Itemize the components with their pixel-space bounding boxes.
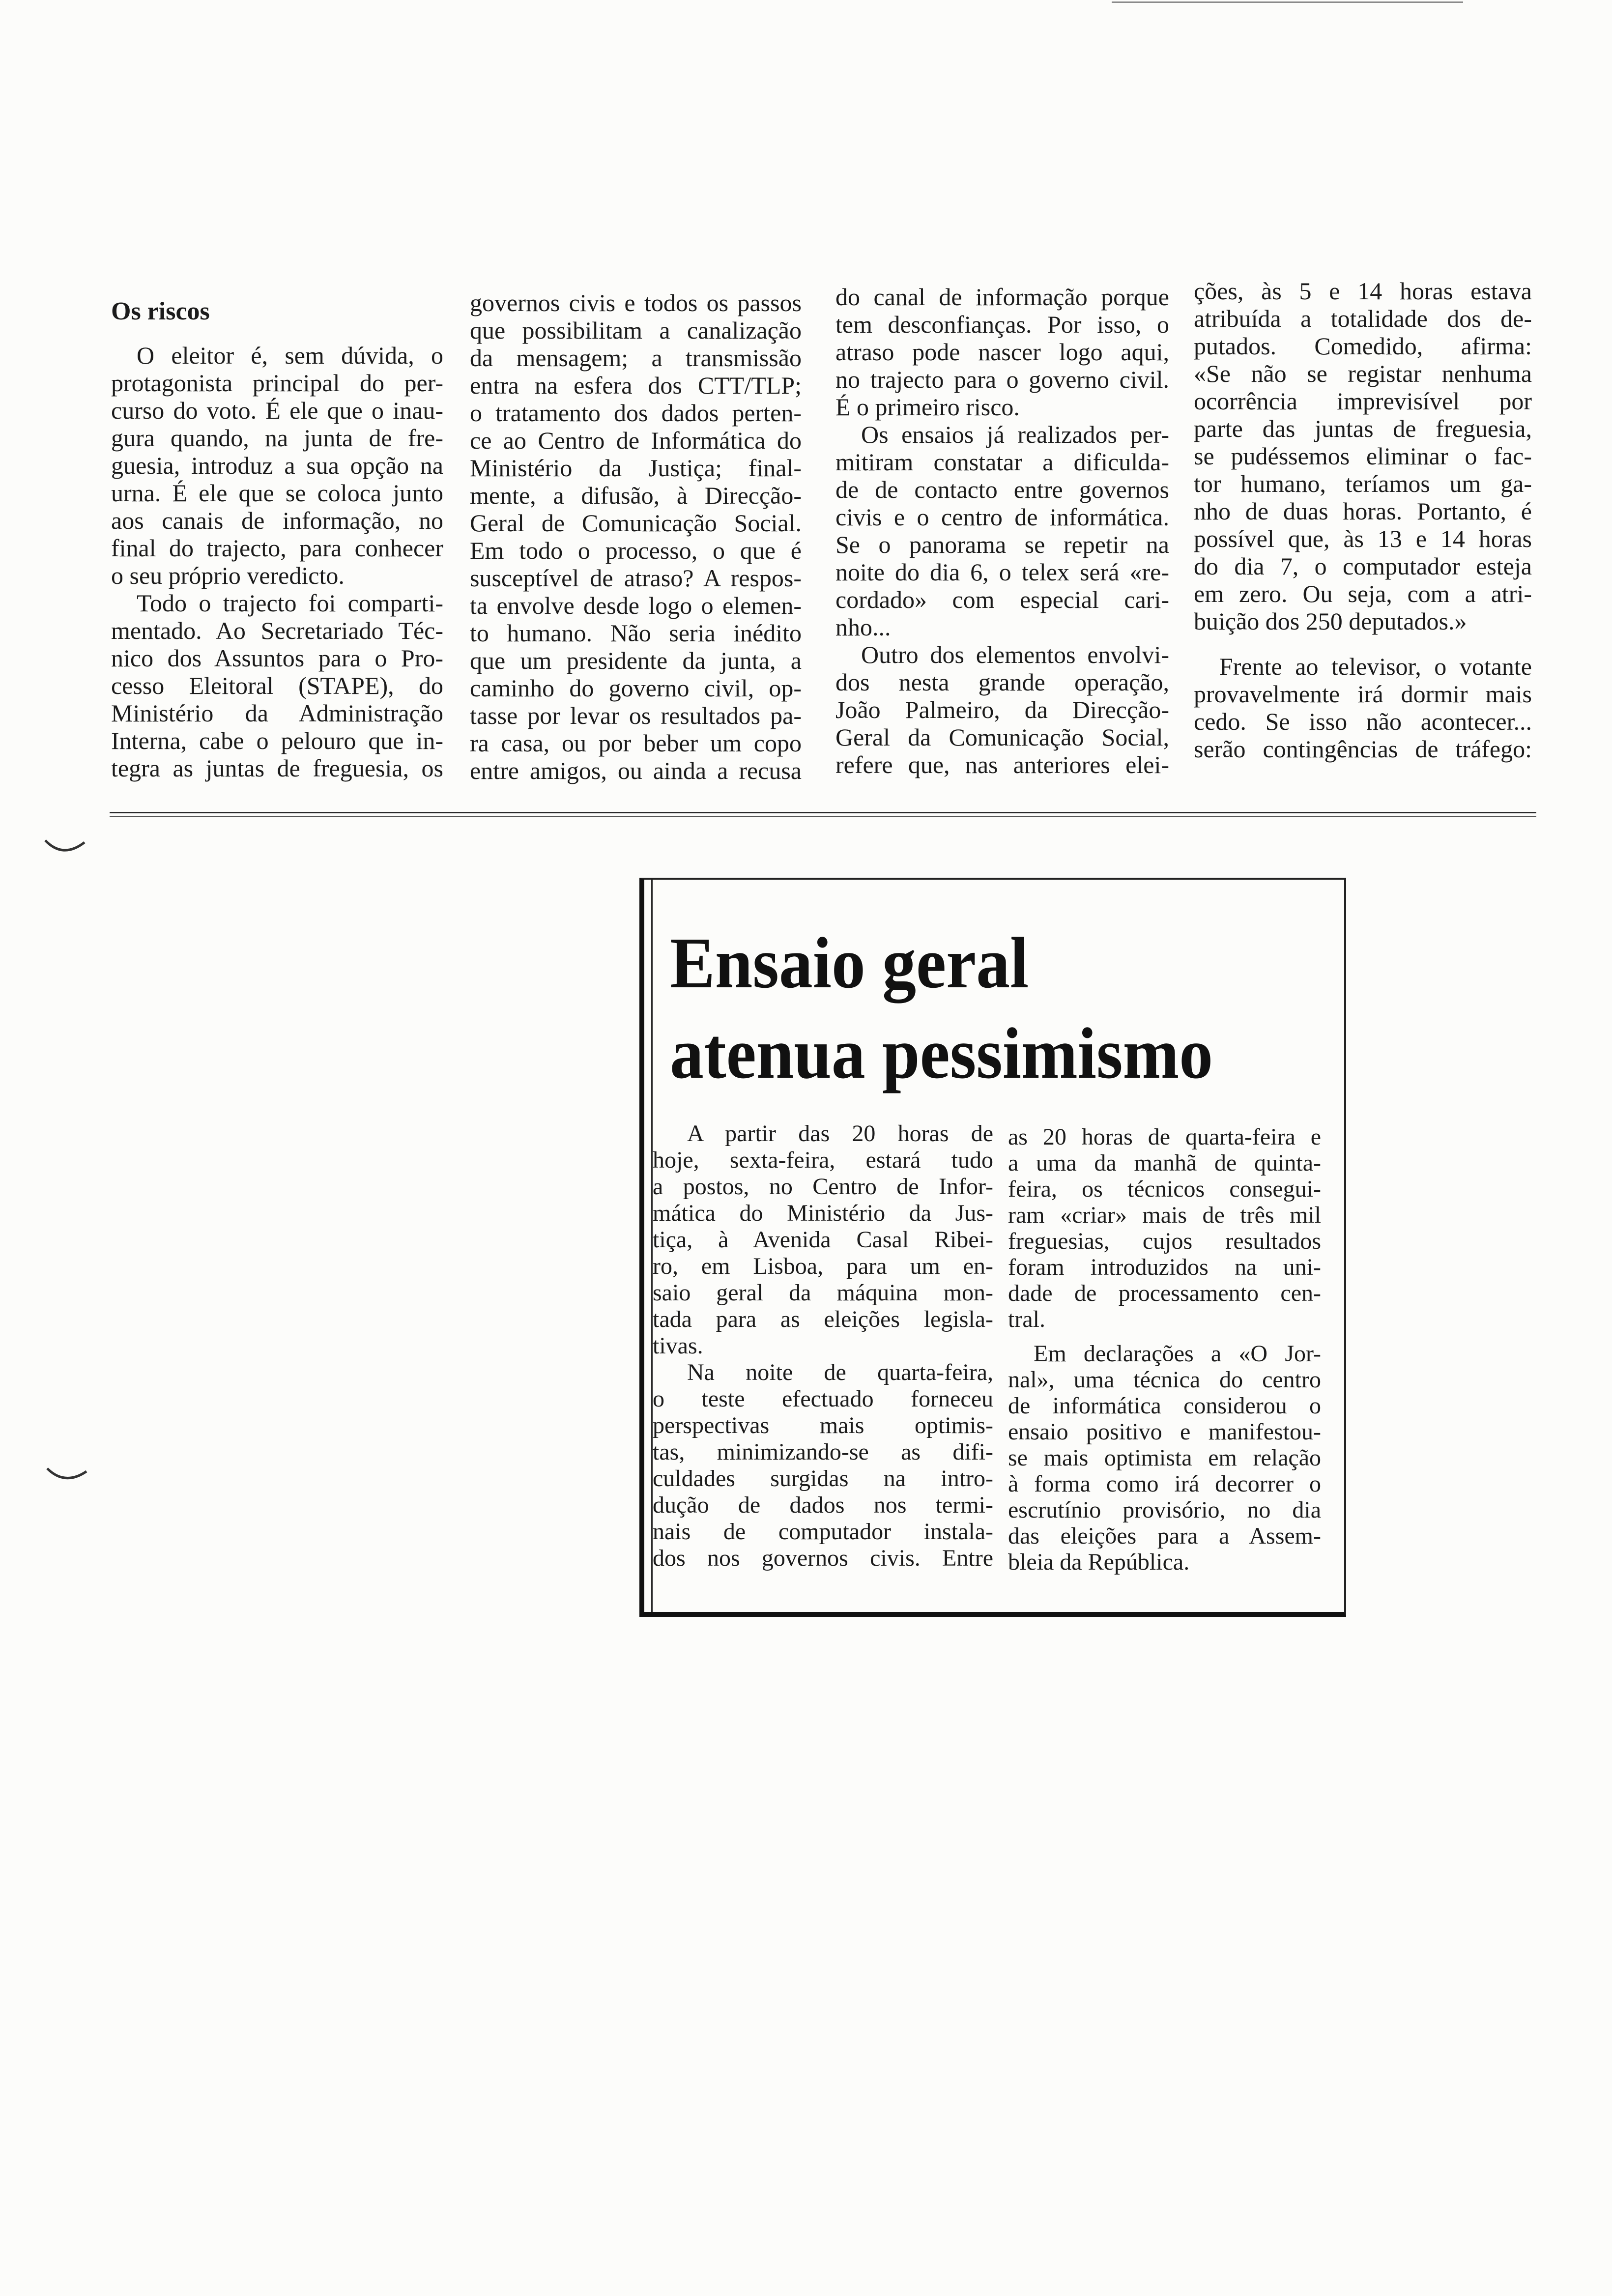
text-line: putados. Comedido, afirma: — [1194, 332, 1532, 360]
article-column-1 — [111, 342, 443, 782]
text-line: ram «criar» mais de três mil — [1008, 1202, 1321, 1228]
paragraph — [1008, 1124, 1321, 1332]
text-line: da mensagem; a transmissão — [470, 344, 802, 372]
text-line: que um presidente da junta, a — [470, 647, 802, 674]
text-line: susceptível de atraso? A respos- — [470, 564, 802, 592]
text-line: de de contacto entre governos — [835, 476, 1169, 503]
text-line: nho de duas horas. Portanto, é — [1194, 497, 1532, 525]
text-line: escrutínio provisório, no dia — [1008, 1497, 1321, 1523]
text-line: ra casa, ou por beber um copo — [470, 729, 802, 757]
text-line: governos civis e todos os passos — [470, 289, 802, 316]
text-line: Frente ao televisor, o votante — [1219, 653, 1532, 680]
text-line: o teste efectuado forneceu — [653, 1386, 993, 1412]
text-line: foram introduzidos na uni- — [1008, 1254, 1321, 1280]
text-line: Geral de Comunicação Social. — [470, 509, 802, 537]
section-heading: Os riscos — [111, 297, 210, 325]
text-line: dução de dados nos termi- — [653, 1492, 993, 1518]
text-line: ro, em Lisboa, para um en- — [653, 1253, 993, 1279]
text-line: Interna, cabe o pelouro que in- — [111, 727, 443, 754]
text-line: protagonista principal do per- — [111, 369, 443, 397]
text-line: do dia 7, o computador esteja — [1194, 552, 1532, 580]
text-line: cedo. Se isso não acontecer... — [1194, 708, 1532, 735]
text-line: entre amigos, ou ainda a recusa — [470, 757, 802, 784]
paragraph — [835, 421, 1169, 641]
text-line: A partir das 20 horas de — [687, 1120, 993, 1147]
punch-mark-icon — [43, 835, 87, 860]
paragraph — [1008, 1341, 1321, 1575]
text-line: caminho do governo civil, op- — [470, 674, 802, 702]
text-line: saio geral da máquina mon- — [653, 1280, 993, 1306]
text-line: tivas. — [653, 1333, 703, 1359]
text-line: possível que, às 13 e 14 horas — [1194, 525, 1532, 552]
text-line: urna. É ele que se coloca junto — [111, 479, 443, 507]
text-line: feira, os técnicos consegui- — [1008, 1176, 1321, 1202]
text-line: se pudéssemos eliminar o fac- — [1194, 442, 1532, 470]
text-line: Ministério da Administração — [111, 699, 443, 727]
text-line: «Se não se registar nenhuma — [1194, 360, 1532, 387]
text-line: atribuída a totalidade dos de- — [1194, 305, 1532, 332]
text-line: no trajecto para o governo civil. — [835, 366, 1169, 393]
text-line: O eleitor é, sem dúvida, o — [137, 342, 443, 369]
text-line: atraso pode nascer logo aqui, — [835, 338, 1169, 366]
text-line: Ministério da Justiça; final- — [470, 454, 802, 482]
text-line: tiça, à Avenida Casal Ribei- — [653, 1227, 993, 1253]
text-line: Os ensaios já realizados per- — [861, 421, 1169, 448]
text-line: o tratamento dos dados perten- — [470, 399, 802, 427]
column-rule — [110, 812, 1536, 817]
text-line: É o primeiro risco. — [835, 393, 1020, 421]
text-line: Geral da Comunicação Social, — [835, 723, 1169, 751]
text-line: as 20 horas de quarta-feira e — [1008, 1124, 1321, 1150]
text-line: ocorrência imprevisível por — [1194, 387, 1532, 415]
text-line: provavelmente irá dormir mais — [1194, 680, 1532, 708]
text-line: cordado» com especial cari- — [835, 586, 1169, 613]
text-line: mitiram constatar a dificulda- — [835, 448, 1169, 476]
paragraph — [1194, 277, 1532, 635]
text-line: dos nesta grande operação, — [835, 668, 1169, 696]
text-line: noite do dia 6, o telex será «re- — [835, 558, 1169, 586]
text-line: Todo o trajecto foi comparti- — [137, 589, 443, 617]
text-line: Em todo o processo, o que é — [470, 537, 802, 564]
text-line: tral. — [1008, 1306, 1045, 1332]
text-line: ta envolve desde logo o elemen- — [470, 592, 802, 619]
boxed-article-column-2 — [1008, 1124, 1321, 1575]
text-line: ensaio positivo e manifestou- — [1008, 1419, 1321, 1445]
text-line: o seu próprio veredicto. — [111, 562, 345, 589]
headline-line-2: atenua pessimismo — [670, 1013, 1213, 1094]
punch-mark-icon — [45, 1464, 89, 1488]
text-line: gura quando, na junta de fre- — [111, 424, 443, 452]
scan-edge-line — [1112, 1, 1463, 3]
text-line: ce ao Centro de Informática do — [470, 427, 802, 454]
text-line: a uma da manhã de quinta- — [1008, 1150, 1321, 1176]
text-line: à forma como irá decorrer o — [1008, 1471, 1321, 1497]
text-line: em zero. Ou seja, com a atri- — [1194, 580, 1532, 607]
text-line: tor humano, teríamos um ga- — [1194, 470, 1532, 497]
paragraph — [470, 289, 802, 784]
text-line: guesia, introduz a sua opção na — [111, 452, 443, 479]
paragraph — [835, 283, 1169, 421]
text-line: Na noite de quarta-feira, — [687, 1359, 993, 1385]
article-column-4 — [1194, 277, 1532, 763]
text-line: de informática considerou o — [1008, 1393, 1321, 1419]
paragraph — [653, 1359, 993, 1572]
text-line: mática do Ministério da Jus- — [653, 1200, 993, 1226]
text-line: serão contingências de tráfego: — [1194, 735, 1532, 763]
text-line: Em declarações a «O Jor- — [1034, 1341, 1321, 1367]
paragraph — [111, 342, 443, 589]
text-line: final do trajecto, para conhecer — [111, 534, 443, 562]
text-line: buição dos 250 deputados.» — [1194, 607, 1467, 635]
text-line: das eleições para a Assem- — [1008, 1523, 1321, 1549]
text-line: dos nos governos civis. Entre — [653, 1545, 993, 1571]
text-line: que possibilitam a canalização — [470, 316, 802, 344]
text-line: tem desconfianças. Por isso, o — [835, 311, 1169, 338]
text-line: Se o panorama se repetir na — [835, 531, 1169, 558]
paragraph — [653, 1120, 993, 1359]
text-line: Outro dos elementos envolvi- — [861, 641, 1169, 668]
text-line: João Palmeiro, da Direcção- — [835, 696, 1169, 723]
paragraph — [835, 641, 1169, 778]
text-line: perspectivas mais optimis- — [653, 1412, 993, 1438]
text-line: tas, minimizando-se as difi- — [653, 1439, 993, 1465]
text-line: hoje, sexta-feira, estará tudo — [653, 1147, 993, 1173]
article-column-2 — [470, 289, 802, 784]
text-line: entra na esfera dos CTT/TLP; — [470, 372, 802, 399]
paragraph — [1194, 653, 1532, 763]
text-line: curso do voto. É ele que o inau- — [111, 397, 443, 424]
text-line: aos canais de informação, no — [111, 507, 443, 534]
text-line: tasse por levar os resultados pa- — [470, 702, 802, 729]
paragraph — [111, 589, 443, 782]
text-line: nais de computador instala- — [653, 1519, 993, 1545]
text-line: do canal de informação porque — [835, 283, 1169, 311]
text-line: cesso Eleitoral (STAPE), do — [111, 672, 443, 699]
text-line: parte das juntas de freguesia, — [1194, 415, 1532, 442]
article-column-3 — [835, 283, 1169, 778]
text-line: dade de processamento cen- — [1008, 1280, 1321, 1306]
text-line: tegra as juntas de freguesia, os — [111, 754, 443, 782]
text-line: ções, às 5 e 14 horas estava — [1194, 277, 1532, 305]
text-line: civis e o centro de informática. — [835, 503, 1169, 531]
text-line: se mais optimista em relação — [1008, 1445, 1321, 1471]
text-line: culdades surgidas na intro- — [653, 1465, 993, 1492]
boxed-article-column-1 — [653, 1120, 993, 1572]
text-line: nico dos Assuntos para o Pro- — [111, 644, 443, 672]
text-line: mentado. Ao Secretariado Téc- — [111, 617, 443, 644]
text-line: nho... — [835, 613, 891, 641]
headline-line-1: Ensaio geral — [670, 923, 1029, 1004]
text-line: bleia da República. — [1008, 1549, 1190, 1575]
text-line: to humano. Não seria inédito — [470, 619, 802, 647]
text-line: a postos, no Centro de Infor- — [653, 1174, 993, 1200]
text-line: tada para as eleições legisla- — [653, 1306, 993, 1332]
text-line: mente, a difusão, à Direcção- — [470, 482, 802, 509]
text-line: refere que, nas anteriores elei- — [835, 751, 1169, 778]
text-line: freguesias, cujos resultados — [1008, 1228, 1321, 1254]
text-line: nal», uma técnica do centro — [1008, 1367, 1321, 1393]
